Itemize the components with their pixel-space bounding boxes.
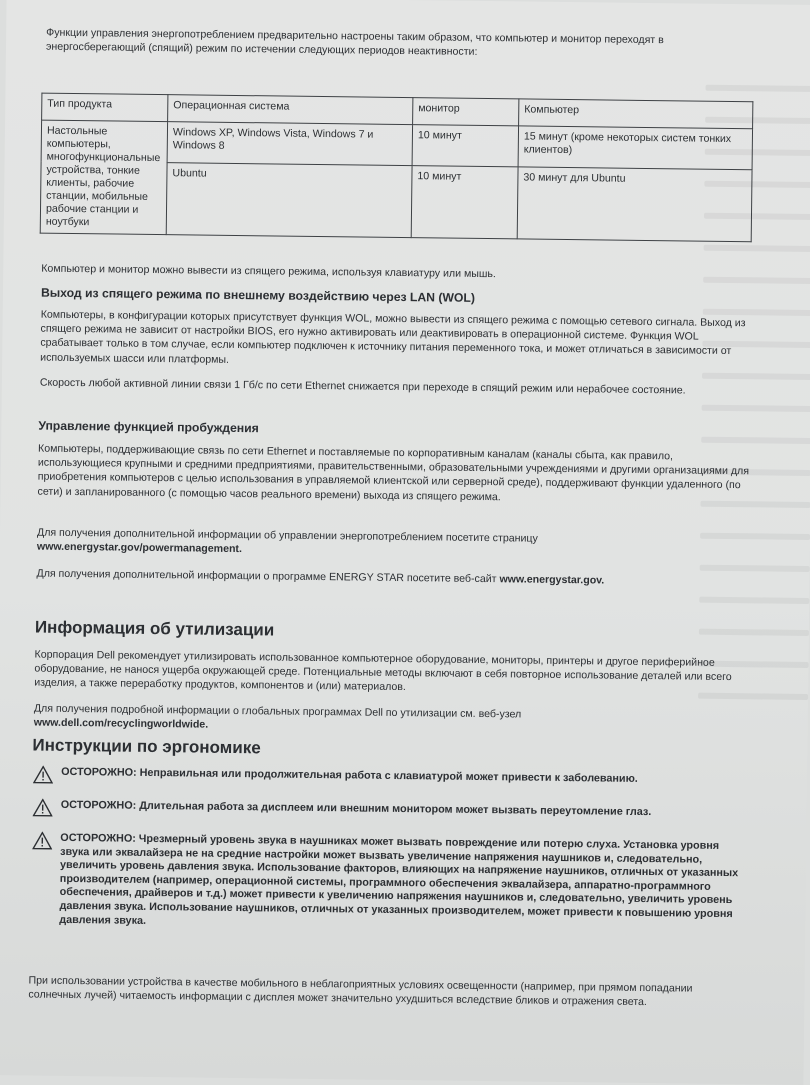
energystar-info-text: Для получения дополнительной информации о программе ENERGY STAR посетите веб-сайт (36, 567, 497, 586)
wol-heading: Выход из спящего режима по внешнему воздействию через LAN (WOL) (40, 285, 476, 305)
energystar-power-link[interactable]: www.energystar.gov/powermanagement. (36, 540, 243, 556)
warning-text: ОСТОРОЖНО: Длительная работа за дисплеем или внешним монитором может вызвать переутомление глаз. (60, 798, 652, 819)
table-header: монитор (413, 98, 519, 126)
product-type-cell: Настольные компьютеры, многофункциональные устройства, тонкие клиенты, рабочие станции, мобильные рабочие станции и ноутбуки (40, 120, 167, 235)
warning-triangle-icon (33, 766, 53, 784)
warning-display (33, 799, 749, 830)
table-header: Компьютер (519, 99, 753, 129)
dell-recycling-link[interactable]: www.dell.com/recyclingworldwide. (33, 716, 209, 731)
table-cell: 15 минут (кроме некоторых систем тонких клиентов) (518, 126, 752, 170)
warning-headphones (31, 832, 749, 977)
wake-management-paragraph: Компьютеры, поддерживающие связь по сети Ethernet и поставляемые по корпоративным каналам (каналы сбыта, как правило, использующиеся крупными и средними предприятиями, правительственными, образовательными учреждениями и другими организациями для приобретения компьютеров с целью использования в управляемой клиентской или серверной среде), поддерживают функции удаленного (по сети) и запланированного (с помощью часов реального времени) выхода из спящего режима. (37, 442, 750, 503)
warning-text: ОСТОРОЖНО: Неправильная или продолжительная работа с клавиатурой может привести к заболеванию. (61, 765, 638, 785)
warning-triangle-icon (32, 832, 52, 850)
table-cell: 30 минут для Ubuntu (517, 167, 752, 241)
table-cell: Ubuntu (166, 163, 412, 238)
intro-paragraph: Функции управления энергопотреблением предварительно настроены таким образом, что компьютер и монитор переходят в энергосберегающий (спящий) режим по истечении следующих периодов неактивности: (45, 26, 664, 59)
power-timeout-table (40, 93, 754, 243)
warning-triangle-icon (33, 799, 53, 817)
table-row (41, 120, 752, 170)
table-cell: 10 минут (411, 166, 518, 239)
energystar-info-paragraph (36, 567, 752, 590)
table-cell: 10 минут (412, 125, 518, 168)
wol-paragraph: Компьютеры, в конфигурации которых присутствует функция WOL, можно вывести из спящего режима с помощью сетевого сигнала. Выход из спящего режима не зависит от настройки BIOS, его нужно активировать или деактивировать в операционной системе. Функция WOL срабатывает только в том случае, если компьютер подключен к источнику питания переменного тока, и может отличаться в зависимости от используемых шасси или платформы. (40, 308, 746, 366)
energystar-link[interactable]: www.energystar.gov. (499, 573, 605, 587)
power-info-paragraph (37, 526, 753, 563)
recycling-heading: Информация об утилизации (34, 617, 275, 640)
table-header: Тип продукта (42, 93, 168, 122)
ethernet-speed-paragraph: Скорость любой активной линии связи 1 Гб/с по сети Ethernet снижается при переходе в спящий режим или нерабочее состояние. (39, 376, 686, 397)
mobile-display-paragraph: При использовании устройства в качестве мобильного в неблагоприятных условиях освещенности (например, при прямом попадании солнечных лучей) читаемость информации с дисплея может значительно ухудшиться вследствие бликов и отражения света. (28, 974, 693, 1009)
warning-keyboard (33, 766, 749, 797)
wake-paragraph: Компьютер и монитор можно вывести из спящего режима, используя клавиатуру или мышь. (41, 262, 496, 281)
table-cell: Windows XP, Windows Vista, Windows 7 и Windows 8 (167, 122, 412, 166)
recycling-paragraph: Корпорация Dell рекомендует утилизировать использованное компьютерное оборудование, мониторы, принтеры и другое периферийное оборудование, не нанося ущерба окружающей среде. Потенциальные методы включают в себя повторное использование деталей или всего изделия, а также переработку продуктов, компонентов и (или) материалов. (34, 648, 732, 694)
table-header: Операционная система (168, 95, 413, 125)
recycling-link-text: Для получения подробной информации о глобальных программах Dell по утилизации см. веб-узел (33, 702, 522, 721)
ergonomics-heading: Инструкции по эргономике (32, 735, 261, 758)
wake-management-heading: Управление функцией пробуждения (38, 418, 259, 436)
recycling-link-paragraph (34, 702, 750, 739)
power-info-text: Для получения дополнительной информации об управлении энергопотреблением посетите страницу (36, 526, 538, 545)
warning-text: ОСТОРОЖНО: Чрезмерный уровень звука в наушниках может вызвать повреждение или потерю слуха. Установка уровня звука или эквалайзера не на средние настройки может вызвать увеличение напряжения наушников и, следовательно, увеличить уровень давления звука. Использование факторов, влияющих на напряжение наушников, отличных от указанных производителем (например, операционной системы, программного обеспечения эквалайзера, аппаратно-программного обеспечения, драйверов и т.д.) может привести к увеличению напряжения наушников и, следовательно, увеличить уровень давления звука. Использование наушников, отличных от указанных производителем, может привести к повышению уровня давления звука. (59, 831, 739, 927)
